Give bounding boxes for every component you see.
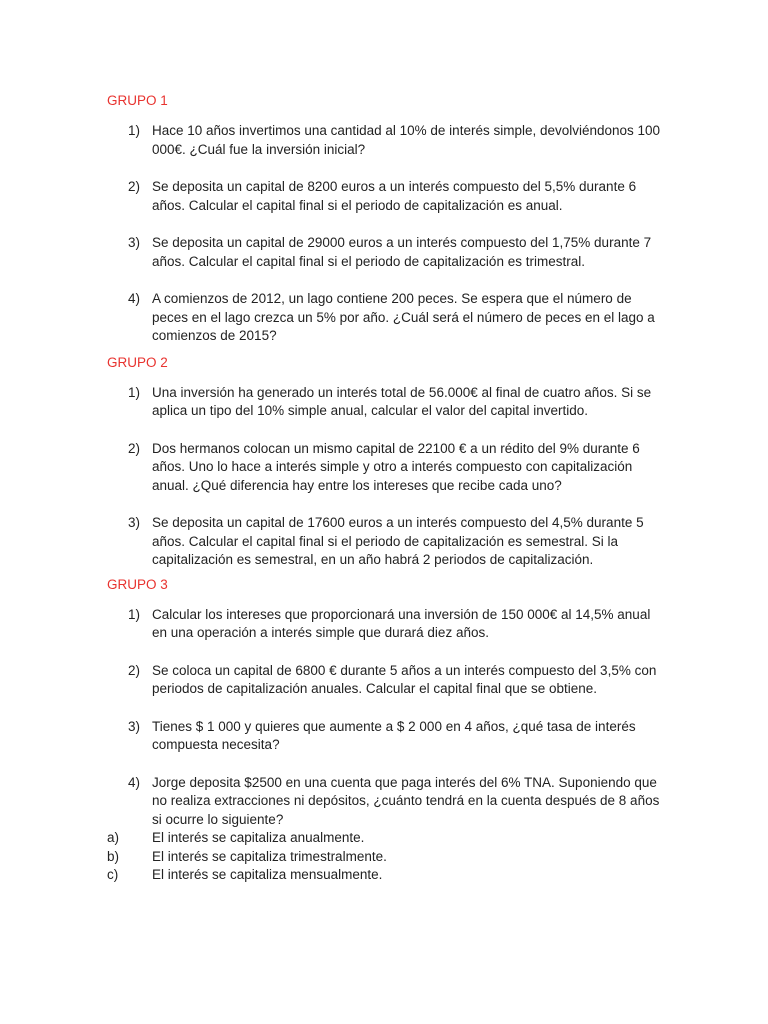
sub-item-text: El interés se capitaliza anualmente. [152,830,365,845]
problem-number: 1) [128,384,141,400]
problem-number: 4) [128,774,141,790]
problem-number: 1) [128,606,141,622]
problem-item [107,606,668,643]
sub-item-list [107,829,668,885]
problem-text: Calcular los intereses que proporcionará una inversión de 150 000€ al 14,5% anual en una operación a interés simple que durará diez años. [152,606,651,640]
problem-item [107,234,668,271]
problem-item [107,290,668,346]
problem-item [107,718,668,755]
sub-item-letter: a) [107,830,120,845]
group-3 [107,576,668,885]
problem-text: Se coloca un capital de 6800 € durante 5 años a un interés compuesto del 3,5% con periodos de capitalización anuales. Calcular el capital final que se obtiene. [152,662,657,696]
problem-text: Dos hermanos colocan un mismo capital de 22100 € a un rédito del 9% durante 6 años. Uno lo hace a interés simple y otro a interés compuesto con capitalización anual. ¿Qué diferencia hay entre los intereses que recibe cada uno? [152,440,640,493]
problem-text: Hace 10 años invertimos una cantidad al 10% de interés simple, devolviéndonos 100 000€. ¿Cuál fue la inversión inicial? [152,123,661,157]
sub-item [107,848,668,867]
problem-number: 3) [128,235,141,250]
problem-text: Una inversión ha generado un interés total de 56.000€ al final de cuatro años. Si se aplica un tipo del 10% simple anual, calcular el valor del capital invertido. [152,384,652,418]
group-heading: GRUPO 1 [107,93,168,108]
problem-number: 2) [128,440,141,456]
problem-number: 2) [128,662,141,678]
problem-text: A comienzos de 2012, un lago contiene 200 peces. Se espera que el número de peces en el lago crezca un 5% por año. ¿Cuál será el número de peces en el lago a comienzos de 2015? [152,291,655,343]
problem-text: Se deposita un capital de 29000 euros a un interés compuesto del 1,75% durante 7 años. Calcular el capital final si el periodo de capitalización es trimestral. [152,235,652,269]
problem-item [107,178,668,215]
sub-item [107,829,668,848]
problem-item [107,440,668,496]
sub-item-letter: c) [107,867,119,882]
problem-text: Tienes $ 1 000 y quieres que aumente a $ 2 000 en 4 años, ¿qué tasa de interés compuesta necesita? [152,718,636,752]
sub-item-text: El interés se capitaliza trimestralmente. [152,848,387,864]
group-heading: GRUPO 3 [107,576,168,592]
problem-item [107,774,668,830]
problem-list [107,384,668,570]
group-1 [107,92,668,346]
problem-number: 4) [128,291,141,306]
problem-item [107,122,668,159]
sub-item-text: El interés se capitaliza mensualmente. [152,867,383,882]
problem-number: 1) [128,123,141,138]
problem-item [107,514,668,570]
problem-text: Se deposita un capital de 17600 euros a un interés compuesto del 4,5% durante 5 años. Calcular el capital final si el periodo de capitalización es semestral. Si la capitalización es semestral, en un año habrá 2 periodos de capitalización. [152,515,644,567]
sub-item [107,866,668,885]
problem-list [107,122,668,346]
problem-text: Jorge deposita $2500 en una cuenta que paga interés del 6% TNA. Suponiendo que no realiza extracciones ni depósitos, ¿cuánto tendrá en la cuenta después de 8 años si ocurre lo siguiente? [152,774,660,827]
sub-item-letter: b) [107,848,120,864]
problem-text: Se deposita un capital de 8200 euros a un interés compuesto del 5,5% durante 6 años. Calcular el capital final si el periodo de capitalización es anual. [152,179,637,213]
problem-list [107,606,668,830]
problem-number: 2) [128,179,141,194]
problem-number: 3) [128,515,141,530]
problem-number: 3) [128,718,141,734]
problem-item [107,384,668,421]
group-2 [107,354,668,570]
group-heading: GRUPO 2 [107,354,168,370]
problem-item [107,662,668,699]
